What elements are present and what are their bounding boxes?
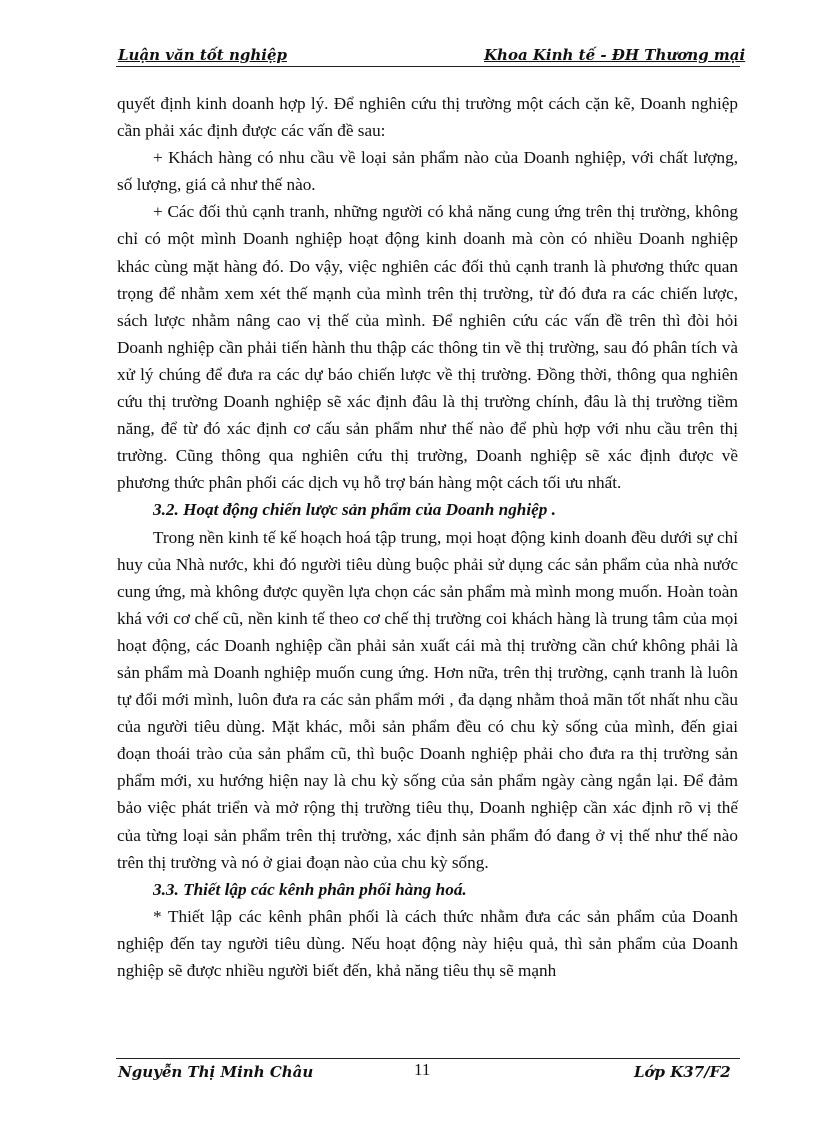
section-heading-3-3: 3.3. Thiết lập các kênh phân phối hàng hoá. xyxy=(153,879,467,899)
paragraph-1: quyết định kinh doanh hợp lý. Để nghiên cứu thị trường một cách cặn kẽ, Doanh nghiệp cần phải xác định được các vấn đề sau: xyxy=(117,94,738,141)
paragraph-2: + Khách hàng có nhu cầu về loại sản phẩm nào của Doanh nghiệp, với chất lượng, số lượng, giá cả như thế nào. xyxy=(117,148,738,195)
footer-divider xyxy=(116,1058,740,1059)
footer-author: Nguyễn Thị Minh Châu xyxy=(118,1063,314,1081)
footer-class: Lớp K37/F2 xyxy=(634,1063,731,1081)
body-text xyxy=(117,90,738,984)
header-left: Luận văn tốt nghiệp xyxy=(118,46,287,64)
header-right: Khoa Kinh tế - ĐH Thương mại xyxy=(484,46,746,64)
page-number: 11 xyxy=(414,1060,431,1079)
section-heading-3-2: 3.2. Hoạt động chiến lược sản phẩm của Doanh nghiệp . xyxy=(153,500,556,520)
header-divider xyxy=(116,66,740,67)
paragraph-5: * Thiết lập các kênh phân phối là cách thức nhằm đưa các sản phẩm của Doanh nghiệp đến tay người tiêu dùng. Nếu hoạt động này hiệu quả, thì sản phẩm của Doanh nghiệp sẽ được nhiều người biết đến, khả năng tiêu thụ sẽ mạnh xyxy=(117,906,738,980)
paragraph-3: + Các đối thủ cạnh tranh, những người có khả năng cung ứng trên thị trường, không chỉ có một mình Doanh nghiệp hoạt động kinh doanh mà còn có nhiều Doanh nghiệp khác cùng mặt hàng đó. Do vậy, việc nghiên các đối thủ cạnh tranh là phương thức quan trọng để nhằm xem xét thế mạnh của mình trên thị trường, từ đó đưa ra các chiến lược, sách lược nhằm nâng cao vị thế của mình. Để nghiên cứu các vấn đề trên thì đòi hỏi Doanh nghiệp cần phải tiến hành thu thập các thông tin về thị trường, sau đó phân tích và xử lý chúng để đưa ra các dự báo chiến lược về thị trường. Đồng thời, thông qua nghiên cứu thị trường Doanh nghiệp sẽ xác định đâu là thị trường chính, đâu là thị trường tiềm năng, để từ đó xác định cơ cấu sản phẩm như thế nào để phù hợp với nhu cầu trên thị trường. Cũng thông qua nghiên cứu thị trường, Doanh nghiệp sẽ xác định được về phương thức phân phối các dịch vụ hỗ trợ bán hàng một cách tối ưu nhất. xyxy=(117,202,738,493)
paragraph-4: Trong nền kinh tế kế hoạch hoá tập trung, mọi hoạt động kinh doanh đều dưới sự chỉ huy của Nhà nước, khi đó người tiêu dùng buộc phải sử dụng các sản phẩm của nhà nước cung ứng, mà không được quyền lựa chọn các sản phẩm mà mình mong muốn. Hoàn toàn khá với cơ chế cũ, nền kinh tế theo cơ chế thị trường coi khách hàng là trung tâm của mọi hoạt động, các Doanh nghiệp cần phải sản xuất cái mà thị trường cần chứ không phải là sản phẩm mà Doanh nghiệp muốn cung ứng. Hơn nữa, trên thị trường, cạnh tranh là luôn tự đổi mới mình, luôn đưa ra các sản phẩm mới , đa dạng nhằm thoả mãn tốt nhất nhu cầu của người tiêu dùng. Mặt khác, mỗi sản phẩm đều có chu kỳ sống của mình, đến giai đoạn thoái trào của sản phẩm cũ, thì buộc Doanh nghiệp phải cho đưa ra thị trường sản phẩm mới, xu hướng hiện nay là chu kỳ sống của sản phẩm ngày càng ngắn lại. Để đảm bảo việc phát triển và mở rộng thị trường tiêu thụ, Doanh nghiệp cần xác định rõ vị thế của từng loại sản phẩm trên thị trường, xác định sản phẩm đó đang ở vị thế như thế nào trên thị trường và nó ở giai đoạn nào của chu kỳ sống. xyxy=(117,527,738,872)
